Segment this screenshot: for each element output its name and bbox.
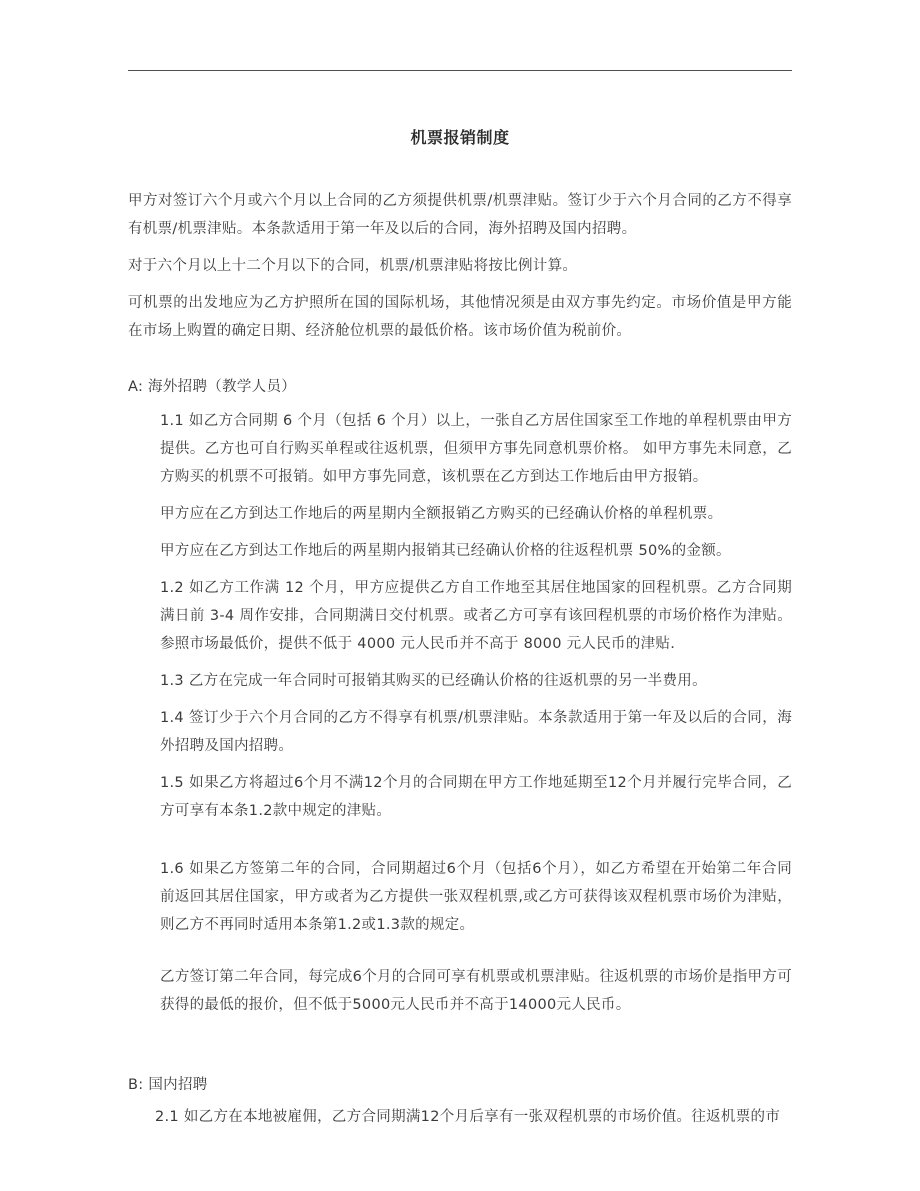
- section-a-heading: A: 海外招聘（教学人员）: [128, 379, 297, 395]
- clause-1-6: 1.6 如果乙方签第二年的合同，合同期超过6个月（包括6个月），如乙方希望在开始第二年合同前返回其居住国家，甲方或者为乙方提供一张双程机票,或乙方可获得该双程机票市场价为津贴，则乙方不再同时适用本条第1.2或1.3款的规定。: [160, 861, 792, 933]
- clause-1-1-sub-a: 甲方应在乙方到达工作地后的两星期内全额报销乙方购买的已经确认价格的单程机票。: [160, 506, 723, 522]
- clause-1-2: 1.2 如乙方工作满 12 个月，甲方应提供乙方自工作地至其居住地国家的回程机票。乙方合同期满日前 3-4 周作安排，合同期满日交付机票。或者乙方可享有该回程机票的市场价格作为津贴。参照市场最低价，提供不低于 4000 元人民币并不高于 8000 元人民币的津贴.: [160, 580, 792, 652]
- document-title: 机票报销制度: [410, 128, 510, 147]
- intro-paragraph-3: 可机票的出发地应为乙方护照所在国的国际机场，其他情况须是由双方事先约定。市场价值是甲方能在市场上购置的确定日期、经济舱位机票的最低价格。该市场价值为税前价。: [128, 295, 792, 339]
- clause-1-1: 1.1 如乙方合同期 6 个月（包括 6 个月）以上，一张自乙方居住国家至工作地的单程机票由甲方提供。乙方也可自行购买单程或往返机票，但须甲方事先同意机票价格。 如甲方事先未同意，乙方购买的机票不可报销。如甲方事先同意，该机票在乙方到达工作地后由甲方报销。: [160, 413, 792, 485]
- clause-second-year: 乙方签订第二年合同，每完成6个月的合同可享有机票或机票津贴。往返机票的市场价是指甲方可获得的最低的报价，但不低于5000元人民币并不高于14000元人民币。: [160, 969, 792, 1013]
- intro-paragraph-2: 对于六个月以上十二个月以下的合同，机票/机票津贴将按比例计算。: [128, 258, 578, 274]
- clause-1-1-sub-b: 甲方应在乙方到达工作地后的两星期内报销其已经确认价格的往返程机票 50%的金额。: [160, 543, 731, 559]
- clause-1-5: 1.5 如果乙方将超过6个月不满12个月的合同期在甲方工作地延期至12个月并履行完毕合同，乙方可享有本条1.2款中规定的津贴。: [160, 775, 792, 819]
- intro-paragraph-1: 甲方对签订六个月或六个月以上合同的乙方须提供机票/机票津贴。签订少于六个月合同的乙方不得享有机票/机票津贴。本条款适用于第一年及以后的合同，海外招聘及国内招聘。: [128, 193, 792, 237]
- header-rule: [128, 70, 792, 71]
- clause-1-3: 1.3 乙方在完成一年合同时可报销其购买的已经确认价格的往返机票的另一半费用。: [160, 673, 707, 689]
- clause-1-4: 1.4 签订少于六个月合同的乙方不得享有机票/机票津贴。本条款适用于第一年及以后的合同，海外招聘及国内招聘。: [160, 710, 792, 754]
- section-b-heading: B: 国内招聘: [128, 1077, 208, 1093]
- clause-2-1: 2.1 如乙方在本地被雇佣，乙方合同期满12个月后享有一张双程机票的市场价值。往返机票的市: [155, 1109, 781, 1125]
